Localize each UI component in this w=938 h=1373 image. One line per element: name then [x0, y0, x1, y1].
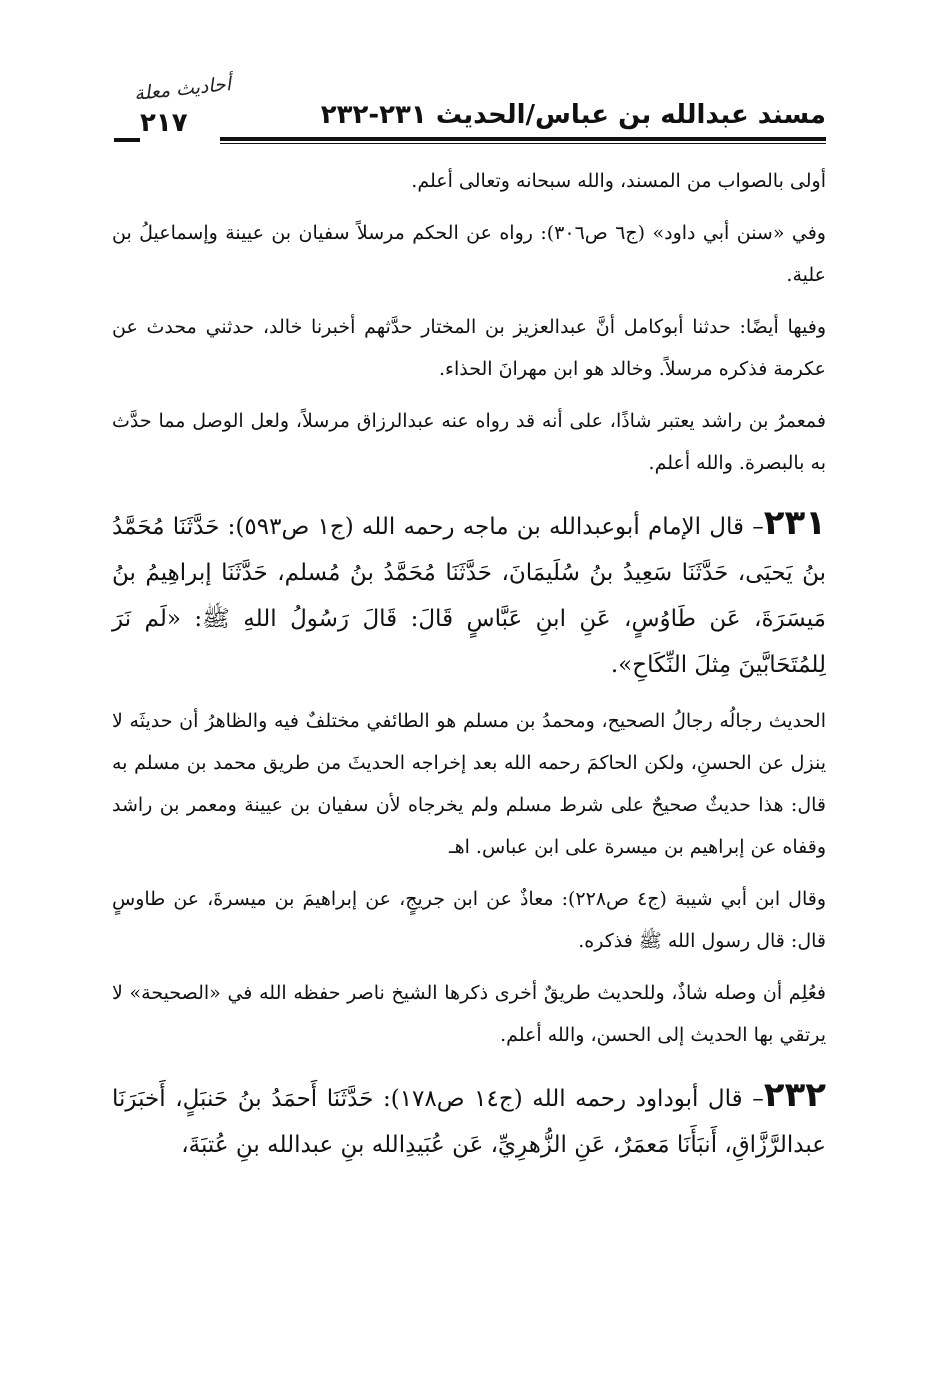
hadith-number-231: ٢٣١: [763, 503, 826, 543]
paragraph-3: وفيها أيضًا: حدثنا أبوكامل أنَّ عبدالعزيز بن المختار حدَّثهم أخبرنا خالد، حدثني محدث عن عكرمة فذكره مرسلاً. وخالد هو ابن مهرانَ الحذاء.: [112, 316, 826, 380]
paragraph-5: الحديث رجالُه رجالُ الصحيح، ومحمدُ بن مسلم هو الطائفي مختلفٌ فيه والظاهرُ أن حديثَه لا ينزل عن الحسنِ، ولكن الحاكمَ رحمه الله بعد إخراجه الحديثَ من طريق محمد بن مسلم به قال: هذا حديثٌ صحيحٌ على شرط مسلم ولم يخرجاه لأن سفيان بن عيينة ومعمر بن راشد وقفاه عن إبراهيم بن ميسرة على ابن عباس. اهـ: [112, 710, 826, 858]
hadith-text-232: – قال أبوداود رحمه الله (ج١٤ ص١٧٨): حَدَّثَنَا أَحمَدُ بنُ حَنبَلٍ، أَخبَرَنَا عبدالرَّزَّاقِ، أَنبَأَنَا مَعمَرٌ، عَنِ الزُّهرِيِّ، عَن عُبَيدِالله بنِ عبدالله بنِ عُتبَةَ،: [112, 1086, 826, 1158]
header-rule-thin: [220, 143, 826, 144]
paragraph-4: فمعمرُ بن راشد يعتبر شاذًا، على أنه قد رواه عنه عبدالرزاق مرسلاً، ولعل الوصل مما حدَّث به بالبصرة. والله أعلم.: [112, 410, 826, 474]
page-number-underline: [114, 138, 140, 142]
page-body: [112, 160, 826, 1180]
hadith-number-232: ٢٣٢: [763, 1075, 826, 1115]
paragraph-1: أولى بالصواب من المسند، والله سبحانه وتعالى أعلم.: [411, 170, 826, 192]
paragraph-7: فعُلِم أن وصله شاذٌ، وللحديث طريقٌ أخرى ذكرها الشيخ ناصر حفظه الله في «الصحيحة» لا يرتقي بها الحديث إلى الحسن، والله أعلم.: [112, 982, 826, 1046]
running-title: مسند عبدالله بن عباس/الحديث ٢٣١-٢٣٢: [320, 100, 826, 130]
page-header: [112, 72, 826, 148]
hadith-231: [112, 500, 826, 688]
hadith-text-231: – قال الإمام أبوعبدالله بن ماجه رحمه الله (ج١ ص٥٩٣): حَدَّثَنَا مُحَمَّدُ بنُ يَحيَى، حَدَّثَنَا سَعِيدُ بنُ سُلَيمَانَ، حَدَّثَنَا مُحَمَّدُ بنُ مُسلم، حَدَّثَنَا إبراهِيمُ بنُ مَيسَرَةَ، عَن طَاوُسٍ، عَنِ ابنِ عَبَّاسٍ قَالَ: قَالَ رَسُولُ اللهِ ﷺ: «لَم نَرَ لِلمُتَحَابَّينَ مِثلَ النِّكَاحِ».: [112, 514, 826, 678]
header-rule-thick: [220, 137, 826, 141]
paragraph-2: وفي «سنن أبي داود» (ج٦ ص٣٠٦): رواه عن الحكم مرسلاً سفيان بن عيينة وإسماعيلُ بن علية.: [112, 222, 826, 286]
hadith-232: [112, 1072, 826, 1168]
paragraph-6: وقال ابن أبي شيبة (ج٤ ص٢٢٨): معاذٌ عن ابن جريجٍ، عن إبراهيمَ بن ميسرةَ، عن طاوسٍ قال: قال رسول الله ﷺ فذكره.: [112, 888, 827, 952]
handwritten-annotation: أحاديث معلة: [133, 72, 232, 106]
page-number: ٢١٧: [140, 108, 188, 138]
